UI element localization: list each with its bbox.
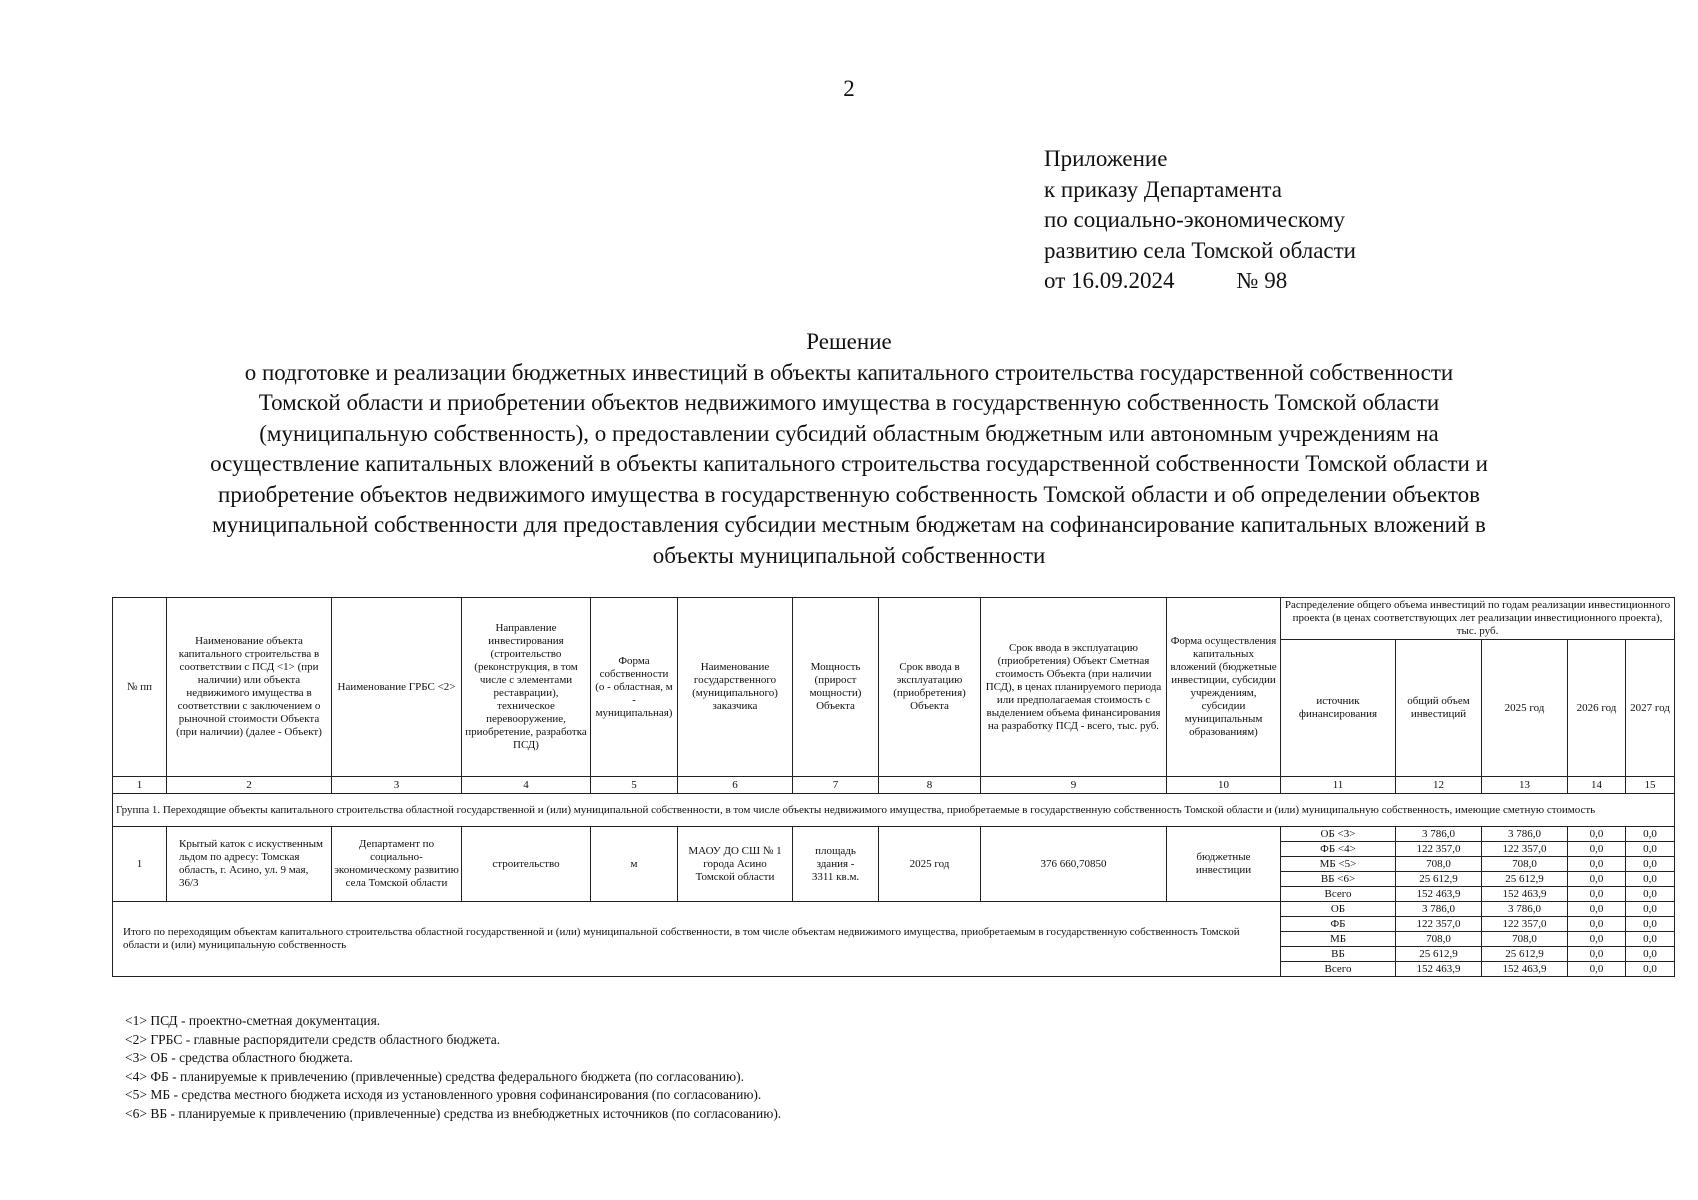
investment-table	[112, 597, 1675, 977]
header-cell: 2026 год	[1568, 640, 1626, 777]
title-line: о подготовке и реализации бюджетных инвестиций в объекты капитального строительства государственной собственности	[244, 359, 1454, 385]
header-cell: Наименование ГРБС <2>	[332, 598, 462, 777]
finance-2026: 0,0	[1568, 917, 1626, 932]
document-title	[60, 327, 1638, 571]
finance-2027: 0,0	[1626, 887, 1675, 902]
finance-total: 152 463,9	[1396, 962, 1482, 977]
finance-total: 708,0	[1396, 932, 1482, 947]
header-cell: № пп	[113, 598, 167, 777]
group-row	[113, 794, 1675, 827]
finance-total: 152 463,9	[1396, 887, 1482, 902]
header-cell: Мощность (прирост мощности) Объекта	[793, 598, 879, 777]
column-number: 14	[1568, 777, 1626, 794]
finance-source: ФБ <4>	[1281, 842, 1396, 857]
footnote: <2> ГРБС - главные распорядители средств областного бюджета.	[125, 1031, 501, 1047]
title-line: Томской области и приобретении объектов недвижимого имущества в государственную собственность Томской области	[258, 390, 1440, 415]
finance-2026: 0,0	[1568, 932, 1626, 947]
object-number: 1	[113, 827, 167, 902]
appendix-line: по социально-экономическому	[1044, 207, 1346, 232]
footnote: <1> ПСД - проектно-сметная документация.	[125, 1013, 381, 1028]
group-label: Группа 1. Переходящие объекты капитального строительства областной государственной и (или) муниципальной собственности, в том числе объекты недвижимого имущества, приобретаемые в государственную собственность Томской области и (или) муниципальную собственность, имеющие сметную стоимость	[113, 794, 1675, 827]
finance-source: МБ <5>	[1281, 857, 1396, 872]
finance-total: 122 357,0	[1396, 842, 1482, 857]
header-cell: источник финансирования	[1281, 640, 1396, 777]
finance-2026: 0,0	[1568, 887, 1626, 902]
title-line: осуществление капитальных вложений в объекты капитального строительства государственной собственности Томской области и	[210, 451, 1488, 476]
object-ownership: м	[591, 827, 678, 902]
finance-2025: 25 612,9	[1482, 947, 1568, 962]
footnote: <5> МБ - средства местного бюджета исходя из установленного уровня софинансирования (по согласованию).	[125, 1087, 762, 1103]
column-number: 5	[591, 777, 678, 794]
order-date: от 16.09.2024	[1044, 268, 1175, 293]
header-cell: 2027 год	[1626, 640, 1675, 777]
page-number: 2	[843, 76, 855, 101]
finance-2026: 0,0	[1568, 827, 1626, 842]
finance-2025: 708,0	[1482, 932, 1568, 947]
finance-2027: 0,0	[1626, 842, 1675, 857]
appendix-line: Приложение	[1044, 146, 1168, 171]
finance-2027: 0,0	[1626, 962, 1675, 977]
order-number: № 98	[1236, 268, 1288, 293]
finance-2027: 0,0	[1626, 872, 1675, 887]
total-label: Итого по переходящим объектам капитального строительства областной государственной и (или) муниципальной собственности, в том числе объектам недвижимого имущества, приобретаемым в государственную собственность Томской области и (или) муниципальную собственность	[113, 902, 1281, 977]
object-name: Крытый каток с искуственным льдом по адресу: Томская область, г. Асино, ул. 9 мая, 36/3	[167, 827, 332, 902]
column-number: 7	[793, 777, 879, 794]
finance-source: ФБ	[1281, 917, 1396, 932]
column-number: 1	[113, 777, 167, 794]
object-cost: 376 660,70850	[981, 827, 1167, 902]
finance-total: 25 612,9	[1396, 947, 1482, 962]
column-number: 11	[1281, 777, 1396, 794]
column-number: 12	[1396, 777, 1482, 794]
header-cell: Срок ввода в эксплуатацию (приобретения) Объекта	[879, 598, 981, 777]
finance-total: 3 786,0	[1396, 827, 1482, 842]
finance-2025: 3 786,0	[1482, 827, 1568, 842]
column-number: 9	[981, 777, 1167, 794]
finance-2025: 708,0	[1482, 857, 1568, 872]
header-cell: Направление инвестирования (строительство (реконструкция, в том числе с элементами реставрации), техническое перевооружение, приобретение, разработка ПСД)	[462, 598, 591, 777]
column-number: 8	[879, 777, 981, 794]
finance-2025: 152 463,9	[1482, 962, 1568, 977]
finance-2025: 122 357,0	[1482, 917, 1568, 932]
object-row	[113, 827, 1675, 842]
finance-2025: 152 463,9	[1482, 887, 1568, 902]
finance-2027: 0,0	[1626, 857, 1675, 872]
finance-source: МБ	[1281, 932, 1396, 947]
column-number-row	[113, 777, 1675, 794]
appendix-block	[1044, 144, 1356, 297]
finance-2027: 0,0	[1626, 932, 1675, 947]
footnote: <3> ОБ - средства областного бюджета.	[125, 1050, 353, 1066]
footnotes	[125, 1012, 781, 1124]
footnote: <6> ВБ - планируемые к привлечению (привлеченные) средства из внебюджетных источников (по согласованию).	[125, 1105, 782, 1121]
object-form: бюджетные инвестиции	[1167, 827, 1281, 902]
title-heading: Решение	[806, 329, 892, 354]
finance-total: 708,0	[1396, 857, 1482, 872]
appendix-line: развитию села Томской области	[1044, 237, 1356, 263]
finance-2027: 0,0	[1626, 947, 1675, 962]
finance-2026: 0,0	[1568, 902, 1626, 917]
header-cell: Форма осуществления капитальных вложений (бюджетные инвестиции, субсидии учреждениям, субсидии муниципальным образованиям)	[1167, 598, 1281, 777]
object-capacity: площадь здания - 3311 кв.м.	[793, 827, 879, 902]
column-number: 2	[167, 777, 332, 794]
header-cell-distribution: Распределение общего объема инвестиций по годам реализации инвестиционного проекта (в ценах соответствующих лет реализации инвестиционного проекта), тыс. руб.	[1281, 598, 1675, 640]
header-cell: 2025 год	[1482, 640, 1568, 777]
finance-2027: 0,0	[1626, 917, 1675, 932]
column-number: 15	[1626, 777, 1675, 794]
header-cell: Наименование государственного (муниципального) заказчика	[678, 598, 793, 777]
finance-2027: 0,0	[1626, 827, 1675, 842]
title-line: муниципальной собственности для предоставления субсидии местным бюджетам на софинансирование капитальных вложений в	[212, 512, 1486, 537]
title-line: объекты муниципальной собственности	[652, 542, 1046, 568]
finance-2026: 0,0	[1568, 857, 1626, 872]
title-line: (муниципальную собственность), о предоставлении субсидий областным бюджетным или автономным учреждениям на	[259, 420, 1439, 446]
appendix-date-row	[1044, 266, 1356, 297]
object-direction: строительство	[462, 827, 591, 902]
finance-source: ВБ <6>	[1281, 872, 1396, 887]
column-number: 3	[332, 777, 462, 794]
finance-2026: 0,0	[1568, 962, 1626, 977]
appendix-line: к приказу Департамента	[1044, 176, 1282, 202]
finance-2025: 25 612,9	[1482, 872, 1568, 887]
header-cell: Срок ввода в эксплуатацию (приобретения) Объект Сметная стоимость Объекта (при наличии ПСД), в ценах планируемого периода или предполагаемая стоимость с выделением объема финансирования на разработку ПСД - всего, тыс. руб.	[981, 598, 1167, 777]
finance-2026: 0,0	[1568, 842, 1626, 857]
header-cell: Наименование объекта капитального строительства в соответствии с ПСД <1> (при наличии) или объекта недвижимого имущества в соответствии с заключением о рыночной стоимости Объекта (при наличии) (далее - Объект)	[167, 598, 332, 777]
footnote: <4> ФБ - планируемые к привлечению (привлеченные) средства федерального бюджета (по согласованию).	[125, 1068, 744, 1084]
finance-source: Всего	[1281, 962, 1396, 977]
column-number: 4	[462, 777, 591, 794]
finance-source: Всего	[1281, 887, 1396, 902]
column-number: 6	[678, 777, 793, 794]
finance-source: ВБ	[1281, 947, 1396, 962]
finance-2025: 3 786,0	[1482, 902, 1568, 917]
header-row	[113, 598, 1675, 640]
header-cell: общий объем инвестиций	[1396, 640, 1482, 777]
finance-total: 25 612,9	[1396, 872, 1482, 887]
header-cell: Форма собственности (о - областная, м - муниципальная)	[591, 598, 678, 777]
column-number: 10	[1167, 777, 1281, 794]
column-number: 13	[1482, 777, 1568, 794]
finance-source: ОБ <3>	[1281, 827, 1396, 842]
title-line: приобретение объектов недвижимого имущества в государственную собственность Томской области и об определении объектов	[218, 481, 1480, 507]
finance-source: ОБ	[1281, 902, 1396, 917]
object-deadline: 2025 год	[879, 827, 981, 902]
finance-2025: 122 357,0	[1482, 842, 1568, 857]
total-row	[113, 902, 1675, 917]
finance-total: 3 786,0	[1396, 902, 1482, 917]
object-customer: МАОУ ДО СШ № 1 города Асино Томской области	[678, 827, 793, 902]
finance-2026: 0,0	[1568, 872, 1626, 887]
finance-2027: 0,0	[1626, 902, 1675, 917]
finance-2026: 0,0	[1568, 947, 1626, 962]
object-grbs: Департамент по социально-экономическому развитию села Томской области	[332, 827, 462, 902]
finance-total: 122 357,0	[1396, 917, 1482, 932]
